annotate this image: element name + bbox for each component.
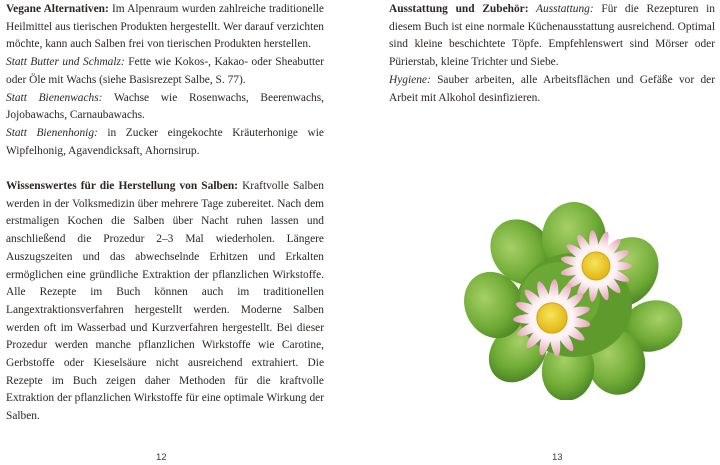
hygiene-label: Hygiene:: [389, 73, 431, 86]
left-text-column: [6, 1, 324, 426]
right-text-column: [389, 1, 715, 107]
ausstattung-paragraph: [389, 1, 715, 72]
vegan-intro: Im Alpenraum wurden zahlreiche traditionelle Heilmittel aus tierischen Produkten hergestellt. Wer darauf verzichten möchte, kann auch Salben frei von tierischen Produkten herstellen.: [6, 3, 324, 51]
vegan-item-butter: [6, 54, 324, 89]
wissen-text: Kraftvolle Salben werden in der Volksmedizin über mehrere Tage zubereitet. Nach dem erstmaligen Kochen die Salben über Nacht ruhen lassen und anschließend die Prozedur 2–3 Mal wiederholen. Längere Auszugszeiten und das abwechselnde Erhitzen und Erkalten ermöglichen eine gründliche Extraktion der pflanzlichen Wirkstoffe. Alle Rezepte im Buch können auch im traditionellen Langextraktionsverfahren hergestellt werden. Moderne Salben werden oft im Wasserbad und Kurzverfahren hergestellt. Bei dieser Prozedur werden manche pflanzlichen Wirkstoffe wie Carotine, Gerbstoffe oder Kieselsäure nicht ausreichend extrahiert. Die Rezepte im Buch zeigen daher Methoden für die kraftvolle Extraktion der pflanzlichen Wirkstoffe für eine optimale Wirkung der Salben.: [6, 180, 324, 423]
ausstattung-heading: Ausstattung und Zubehör:: [389, 3, 529, 15]
wissen-heading: Wissenswertes für die Herstellung von Salben:: [6, 180, 238, 193]
vegan-item-text: Fette wie Kokos-, Kakao- oder Sheabutter oder Öle mit Wachs (siehe Basisrezept Salbe, S. 77).: [6, 56, 324, 86]
vegan-heading: Vegane Alternativen:: [6, 3, 109, 15]
vegan-item-text: Wachse wie Rosenwachs, Beerenwachs, Jojobawachs, Carnaubawachs.: [6, 91, 324, 122]
hygiene-text: Sauber arbeiten, alle Arbeitsflächen und Gefäße vor der Arbeit mit Alkohol desinfizieren.: [389, 73, 715, 104]
vegan-item-honey: [6, 125, 324, 160]
vegan-paragraph: [6, 1, 324, 54]
vegan-item-label: Statt Bienenwachs:: [6, 91, 103, 104]
page-number-left: 12: [156, 452, 167, 463]
vegan-item-label: Statt Butter und Schmalz:: [6, 56, 125, 69]
vegan-item-text: in Zucker eingekochte Kräuterhonige wie Wipfelhonig, Agavendicksaft, Ahornsirup.: [6, 126, 324, 157]
daisy-flower-photo: [456, 200, 686, 400]
paragraph-spacer: [6, 160, 324, 178]
page-number-right: 13: [552, 452, 563, 463]
vegan-item-wax: [6, 90, 324, 125]
ausstattung-text: Für die Rezepturen in diesem Buch ist eine normale Küchenausstattung ausreichend. Optimal sind kleine beschichtete Töpfe. Empfehlenswert sind Mörser oder Pürierstab, kleine Trichter und Siebe.: [389, 3, 715, 69]
vegan-item-label: Statt Bienenhonig:: [6, 126, 98, 139]
ausstattung-label: Ausstattung:: [528, 3, 594, 15]
right-page: [360, 0, 720, 465]
wissen-paragraph: [6, 178, 324, 426]
hygiene-paragraph: [389, 72, 715, 107]
